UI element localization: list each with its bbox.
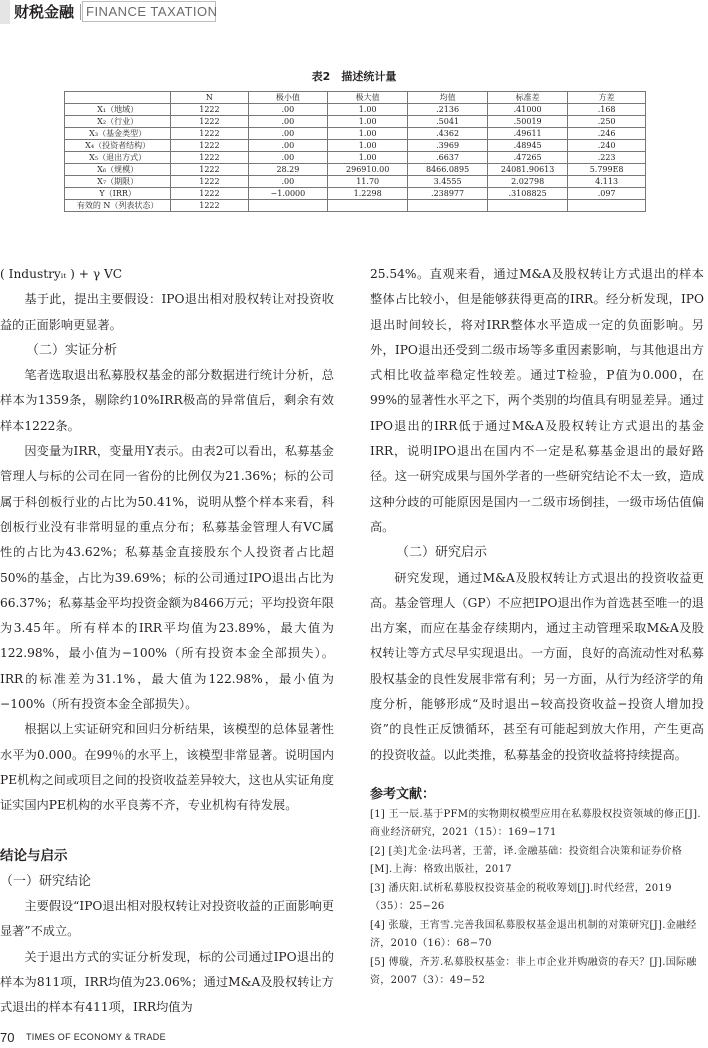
hypothesis-paragraph: 基于此，提出主要假设：IPO退出相对股权转让对投资收益的正面影响更显著。 — [0, 292, 334, 332]
table-header-cell — [65, 92, 171, 104]
table-cell: 1.00 — [328, 140, 408, 152]
table-cell — [488, 200, 568, 212]
table-cell — [248, 200, 328, 212]
table-cell: .3108825 — [488, 188, 568, 200]
table-cell: .240 — [568, 140, 646, 152]
table-cell: .00 — [248, 152, 328, 164]
table-row — [65, 200, 646, 212]
section-heading-empirical: （二）实证分析 — [26, 342, 118, 358]
table-cell: 11.70 — [328, 176, 408, 188]
table-cell: .00 — [248, 104, 328, 116]
table-row-label: X₄（投资者结构） — [65, 140, 171, 152]
table-cell: .00 — [248, 176, 328, 188]
table-cell: 1.00 — [328, 104, 408, 116]
references-heading: 参考文献： — [370, 786, 436, 802]
table-row-label: X₃（基金类型） — [65, 128, 171, 140]
table-cell: .47265 — [488, 152, 568, 164]
table-header-cell: 标准差 — [488, 92, 568, 104]
table-cell: .223 — [568, 152, 646, 164]
table-cell: .5041 — [408, 116, 488, 128]
reference-item: [5] 傅璇，齐芳.私募股权基金：非上市企业并购融资的春天？[J].国际融资，2007（3）：49−52 — [370, 956, 697, 987]
table-cell: 4.113 — [568, 176, 646, 188]
sample-paragraph: 笔者选取退出私募股权基金的部分数据进行统计分析，总样本为1359条，剔除约10%IRR极高的异常值后，剩余有效样本1222条。 — [0, 368, 334, 433]
table-cell: .246 — [568, 128, 646, 140]
table-cell: 1222 — [171, 188, 248, 200]
exit-analysis-paragraph: 关于退出方式的实证分析发现，标的公司通过IPO退出的样本为811项，IRR均值为23.06%；通过M&A及股权转让方式退出的样本有411项，IRR均值为 — [0, 949, 334, 1015]
header-divider — [80, 4, 81, 20]
table-cell: .238977 — [408, 188, 488, 200]
table-cell: 1222 — [171, 164, 248, 176]
section-heading-conclusion: （一）研究结论 — [0, 873, 92, 889]
table-header-cell: 极小值 — [248, 92, 328, 104]
table-cell: .00 — [248, 116, 328, 128]
table-cell: 8466.0895 — [408, 164, 488, 176]
table-cell: .6637 — [408, 152, 488, 164]
table-cell: 1.2298 — [328, 188, 408, 200]
descriptive-stats-table — [64, 91, 646, 212]
table-cell: .4362 — [408, 128, 488, 140]
page-number: 70 — [0, 1030, 15, 1045]
table-header-row — [65, 92, 646, 104]
table-cell: 3.4555 — [408, 176, 488, 188]
table-cell: 1.00 — [328, 152, 408, 164]
table-cell: 1222 — [171, 176, 248, 188]
table-cell: .2136 — [408, 104, 488, 116]
table-row-label: X₆（规模） — [65, 164, 171, 176]
exit-analysis-continued: 25.54%。直观来看，通过M&A及股权转让方式退出的样本整体占比较小，但是能够获得更高的IRR。经分析发现，IPO退出时间较长，将对IRR整体水平造成一定的负面影响。另外，IPO退出还受到二级市场等多重因素影响，与其他退出方式相比收益率稳定性较差。通过T检验，P值为0.000，在99%的显著性水平之下，两个类别的均值具有明显差异。通过IPO退出的IRR低于通过M&A及股权转让方式退出的基金IRR，说明IPO退出在国内不一定是私募基金退出的最好路径。这一研究成果与国外学者的一些研究结论不太一致，造成这种分歧的可能原因是国内一二级市场倒挂，一级市场估值偏高。 — [370, 267, 704, 534]
journal-name: TIMES OF ECONOMY & TRADE — [26, 1032, 166, 1042]
table-cell: 1222 — [171, 200, 248, 212]
table-cell: 2.02798 — [488, 176, 568, 188]
table-cell: .49611 — [488, 128, 568, 140]
implications-paragraph: 研究发现，通过M&A及股权转让方式退出的投资收益更高。基金管理人（GP）不应把IPO退出作为首选甚至唯一的退出方案，而应在基金存续期内，通过主动管理采取M&A及股权转让等方式尽早实现退出。一方面，良好的高流动性对私募股权基金的良性发展非常有利；另一方面，从行为经济学的角度分析，能够形成“及时退出−较高投资收益−投资人增加投资”的良性正反馈循环，甚至有可能起到放大作用，产生更高的投资收益。以此类推，私募基金的投资收益将持续提高。 — [370, 570, 704, 762]
header-title-cn: 财税金融 — [14, 3, 75, 21]
table-cell: 1.00 — [328, 128, 408, 140]
table-cell: .50019 — [488, 116, 568, 128]
table-cell: .168 — [568, 104, 646, 116]
reference-item: [3] 潘庆阳.试析私募股权投资基金的税收筹划[J].时代经营，2019（35）：25−26 — [370, 882, 672, 913]
table-row — [65, 164, 646, 176]
table-cell: .250 — [568, 116, 646, 128]
table-cell: 1222 — [171, 104, 248, 116]
table-cell: .48945 — [488, 140, 568, 152]
table-cell: 28.29 — [248, 164, 328, 176]
reference-item: [4] 张璇，王宵雪.完善我国私募股权基金退出机制的对策研究[J].金融经济，2010（16）：68−70 — [370, 919, 697, 950]
table-row-label: Y（IRR） — [65, 188, 171, 200]
table-cell: 1222 — [171, 116, 248, 128]
table-row-label: X₇（期限） — [65, 176, 171, 188]
table-row-label: X₂（行业） — [65, 116, 171, 128]
table-header-cell: 方差 — [568, 92, 646, 104]
table-cell: .097 — [568, 188, 646, 200]
table-row — [65, 104, 646, 116]
table-cell: 5.799E8 — [568, 164, 646, 176]
table-row — [65, 116, 646, 128]
table-row-label: X₅（退出方式） — [65, 152, 171, 164]
table-cell: 1222 — [171, 140, 248, 152]
table-cell: −1.0000 — [248, 188, 328, 200]
table-cell: 1.00 — [328, 116, 408, 128]
table-cell: 296910.00 — [328, 164, 408, 176]
reference-item: [1] 王一辰.基于PFM的实物期权模型应用在私募股权投资领域的修正[J].商业经济研究，2021（15）：169−171 — [370, 808, 701, 839]
table-row-label: X₁（地域） — [65, 104, 171, 116]
table-row — [65, 152, 646, 164]
header-accent-bar — [0, 0, 10, 24]
regression-paragraph: 根据以上实证研究和回归分析结果，该模型的总体显著性水平为0.000。在99％的水平上，该模型非常显著。说明国内PE机构之间或项目之间的投资收益差异较大，这也从实证角度证实国内PE机构的水平良莠不齐，专业机构有待发展。 — [0, 722, 334, 813]
table-cell: .3969 — [408, 140, 488, 152]
table-cell: .00 — [248, 128, 328, 140]
table-cell: .41000 — [488, 104, 568, 116]
page-header — [0, 0, 708, 24]
table-caption: 表2 描述统计量 — [311, 70, 397, 83]
table-row — [65, 176, 646, 188]
table-cell — [328, 200, 408, 212]
table-cell: .00 — [248, 140, 328, 152]
table-cell: 1222 — [171, 128, 248, 140]
left-column — [0, 262, 334, 1021]
table-row — [65, 128, 646, 140]
table-header-cell: 极大值 — [328, 92, 408, 104]
table-cell — [568, 200, 646, 212]
table-row — [65, 140, 646, 152]
table-cell: 24081.90613 — [488, 164, 568, 176]
table-row — [65, 188, 646, 200]
table-header-cell: N — [171, 92, 248, 104]
reference-item: [2] [美]尤金·法玛著，王蕾，译.金融基础：投资组合决策和证券价格[M].上海：格致出版社，2017 — [370, 845, 683, 876]
references-list — [370, 806, 704, 991]
table-header-cell: 均值 — [408, 92, 488, 104]
conclusion-heading: 结论与启示 — [0, 847, 68, 864]
header-title-en: FINANCE TAXATION — [86, 4, 218, 19]
table-cell — [408, 200, 488, 212]
section-heading-implications: （二）研究启示 — [396, 545, 488, 561]
table-cell: 1222 — [171, 152, 248, 164]
table-row-label: 有效的 N（列表状态） — [65, 200, 171, 212]
right-column — [370, 262, 704, 991]
conclusion-paragraph: 主要假设“IPO退出相对股权转让对投资收益的正面影响更显著”不成立。 — [0, 899, 334, 939]
variable-paragraph: 因变量为IRR，变量用Y表示。由表2可以看出，私募基金管理人与标的公司在同一省份的比例仅为21.36%；标的公司属于科创板行业的占比为50.41%，说明从整个样本来看，科创板行业没有非常明显的重点分布；私募基金管理人有VC属性的占比为43.62%；私募基金直接股东个人投资者占比超50%的基金，占比为39.69%；标的公司通过IPO退出占比为66.37%；私募基金平均投资金额为8466万元；平均投资年限为3.45年。所有样本的IRR平均值为23.89%，最大值为122.98%，最小值为−100%（所有投资本金全部损失）。IRR的标准差为31.1%，最大值为122.98%，最小值为−100%（所有投资本金全部损失）。 — [0, 444, 334, 712]
formula-line: ( Industryᵢₜ ) + γ VC — [0, 267, 123, 281]
